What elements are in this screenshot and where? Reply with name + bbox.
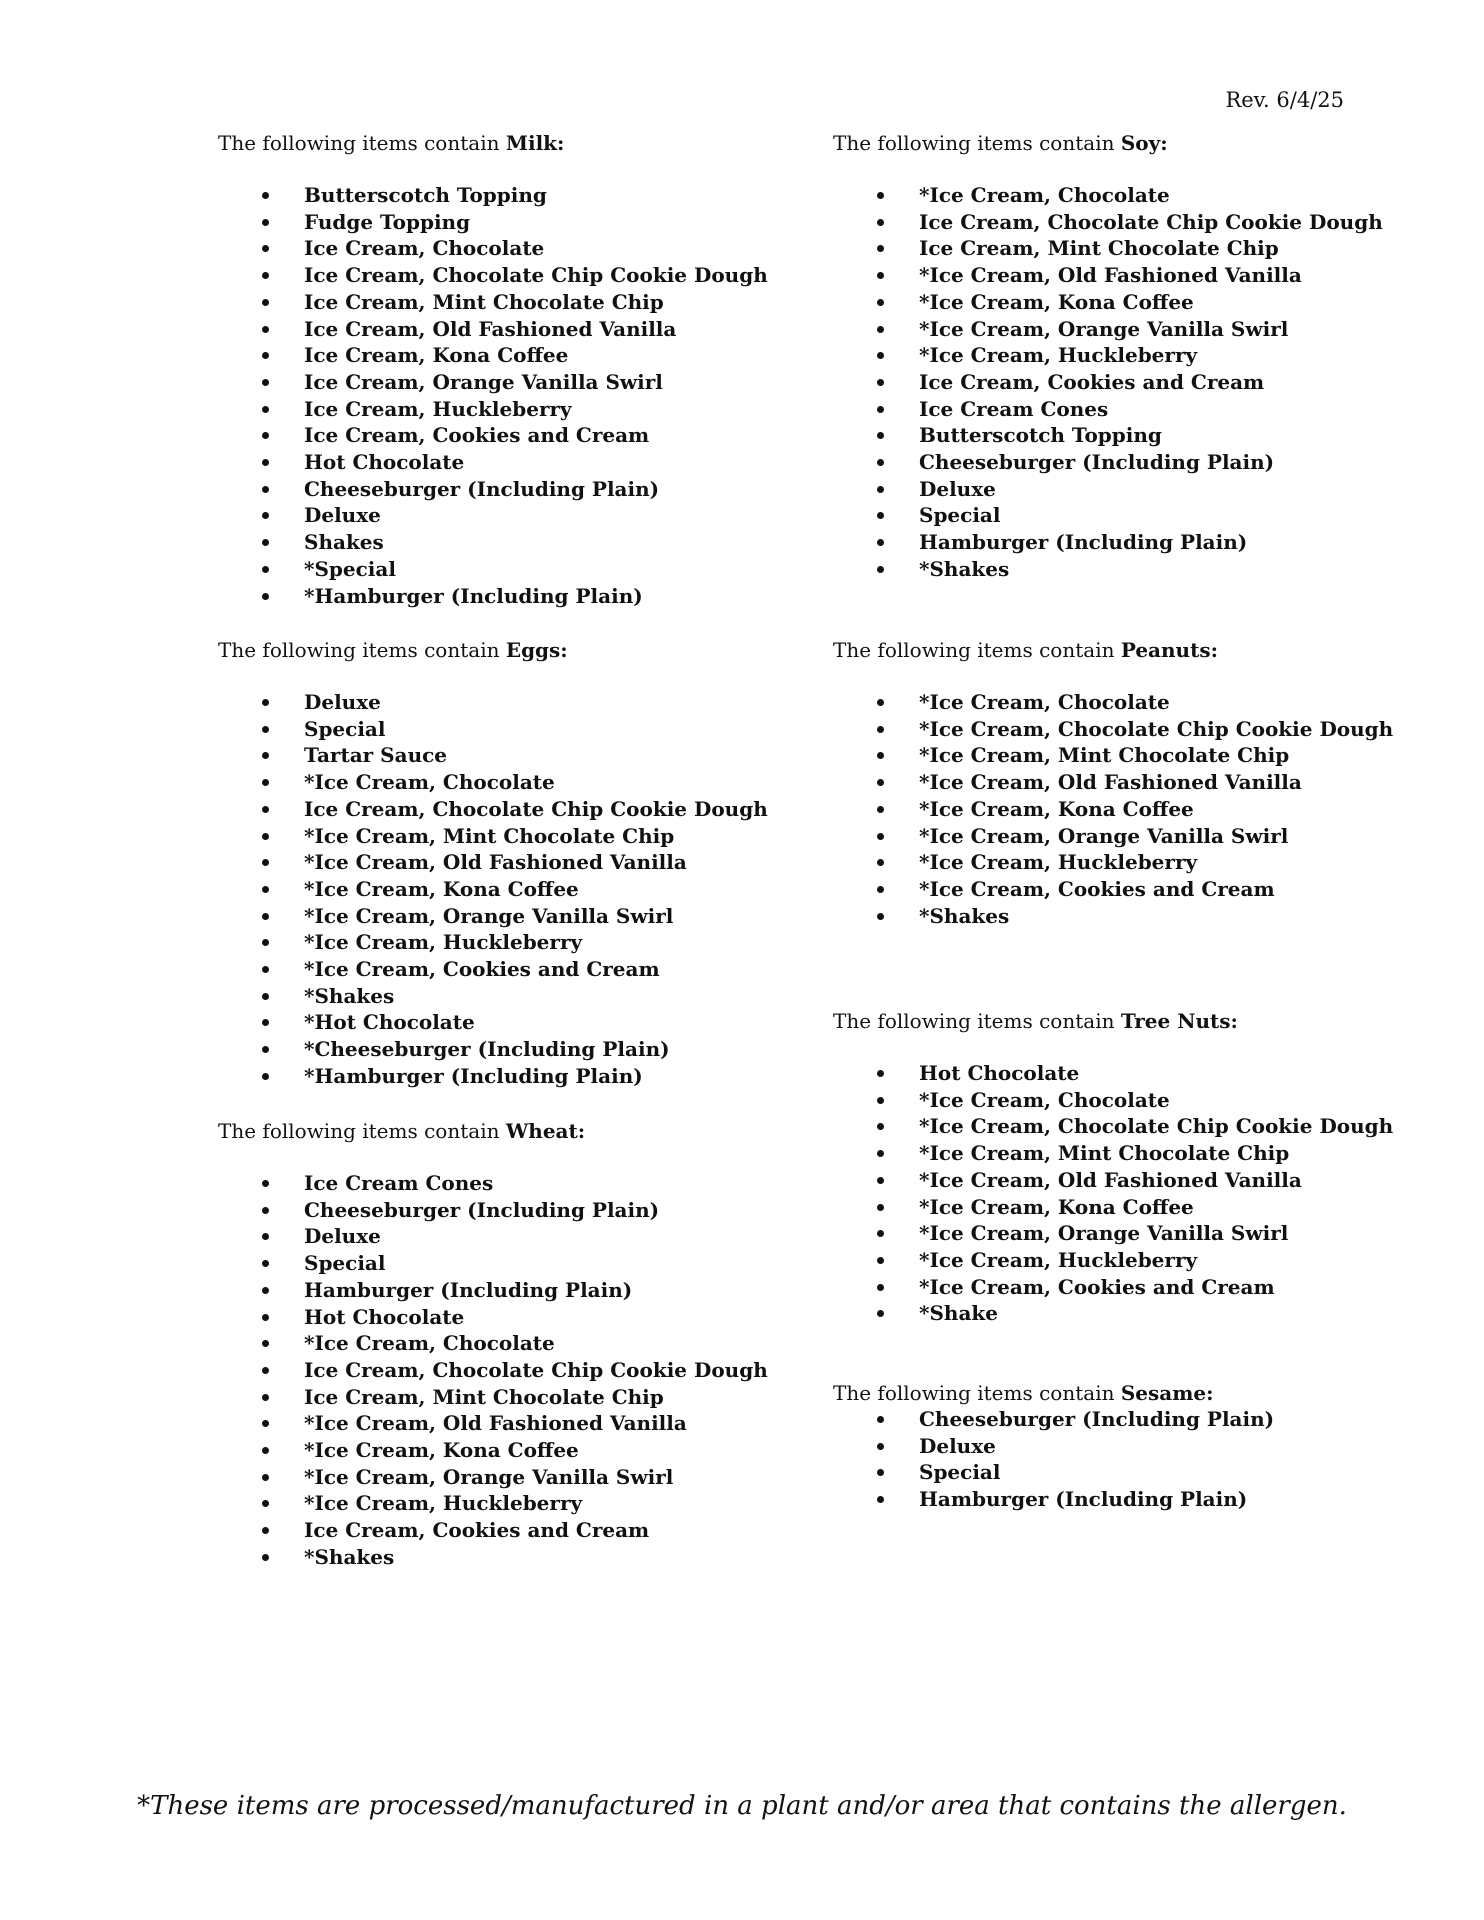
item-label: *Ice Cream, Kona Coffee — [304, 876, 579, 901]
list-item — [833, 1433, 1433, 1460]
bullet-icon — [262, 1420, 269, 1427]
bullet-icon — [877, 833, 884, 840]
section-sesame — [833, 1380, 1433, 1513]
section-wheat — [218, 1118, 818, 1571]
bullet-icon — [262, 459, 269, 466]
bullet-icon — [262, 272, 269, 279]
bullet-icon — [262, 1233, 269, 1240]
list-item — [218, 1170, 818, 1197]
item-label: *Shakes — [919, 556, 1010, 581]
list-item — [833, 396, 1433, 423]
item-label: Ice Cream, Mint Chocolate Chip — [304, 1384, 664, 1409]
allergen-name: Wheat: — [505, 1119, 586, 1143]
item-label: *Ice Cream, Orange Vanilla Swirl — [304, 903, 674, 928]
item-label: *Hamburger (Including Plain) — [304, 1063, 643, 1088]
item-label: Cheeseburger (Including Plain) — [919, 450, 1275, 475]
list-item — [218, 903, 818, 930]
item-label: *Ice Cream, Mint Chocolate Chip — [919, 1141, 1290, 1166]
list-item — [218, 529, 818, 556]
bullet-icon — [877, 219, 884, 226]
list-item — [218, 1197, 818, 1224]
bullet-icon — [262, 913, 269, 920]
list-item — [833, 476, 1433, 503]
bullet-icon — [877, 1150, 884, 1157]
list-item — [218, 769, 818, 796]
item-label: Ice Cream, Orange Vanilla Swirl — [304, 369, 663, 394]
bullet-icon — [262, 1073, 269, 1080]
bullet-icon — [262, 1287, 269, 1294]
bullet-icon — [877, 1230, 884, 1237]
bullet-icon — [262, 1394, 269, 1401]
bullet-icon — [877, 752, 884, 759]
list-item — [218, 316, 818, 343]
section-heading — [833, 130, 1433, 156]
bullet-icon — [877, 1204, 884, 1211]
item-label: Special — [304, 716, 386, 741]
list-item — [833, 422, 1433, 449]
bullet-icon — [877, 512, 884, 519]
item-label: *Ice Cream, Huckleberry — [919, 343, 1198, 368]
bullet-icon — [262, 1314, 269, 1321]
list-item — [833, 182, 1433, 209]
item-label: Ice Cream, Chocolate Chip Cookie Dough — [919, 209, 1383, 234]
item-label: Ice Cream, Kona Coffee — [304, 343, 569, 368]
section-heading — [833, 1008, 1433, 1034]
list-item — [218, 1490, 818, 1517]
item-label: *Ice Cream, Kona Coffee — [919, 796, 1194, 821]
section-heading — [218, 130, 818, 156]
list-item — [833, 1300, 1433, 1327]
bullet-icon — [262, 833, 269, 840]
item-label: Ice Cream, Chocolate Chip Cookie Dough — [304, 1357, 768, 1382]
list-item — [833, 1140, 1433, 1167]
footnote: *These items are processed/manufactured in a plant and/or area that contains the allergen. — [137, 1791, 1347, 1821]
item-label: Cheeseburger (Including Plain) — [304, 1197, 660, 1222]
list-item — [218, 1330, 818, 1357]
bullet-icon — [262, 1447, 269, 1454]
list-item — [833, 342, 1433, 369]
item-label: *Ice Cream, Mint Chocolate Chip — [304, 823, 675, 848]
item-label: *Hot Chocolate — [304, 1010, 475, 1035]
list-item — [833, 556, 1433, 583]
section-soy — [833, 130, 1433, 583]
bullet-icon — [877, 1097, 884, 1104]
bullet-icon — [262, 245, 269, 252]
allergen-name: Eggs: — [505, 638, 568, 662]
item-label: Ice Cream, Chocolate Chip Cookie Dough — [304, 263, 768, 288]
bullet-icon — [262, 566, 269, 573]
list-item — [218, 1544, 818, 1571]
bullet-icon — [262, 1180, 269, 1187]
item-list — [218, 182, 818, 609]
item-list — [833, 689, 1433, 929]
section-heading — [218, 1118, 818, 1144]
list-item — [833, 1113, 1433, 1140]
item-label: Hamburger (Including Plain) — [919, 1487, 1248, 1512]
list-item — [218, 689, 818, 716]
bullet-icon — [262, 779, 269, 786]
item-list — [833, 1060, 1433, 1327]
item-label: Ice Cream, Chocolate Chip Cookie Dough — [304, 796, 768, 821]
bullet-icon — [877, 1177, 884, 1184]
list-item — [218, 342, 818, 369]
list-item — [833, 1194, 1433, 1221]
bullet-icon — [262, 886, 269, 893]
list-item — [218, 1517, 818, 1544]
list-item — [833, 449, 1433, 476]
item-label: *Ice Cream, Orange Vanilla Swirl — [919, 316, 1289, 341]
bullet-icon — [262, 539, 269, 546]
bullet-icon — [877, 352, 884, 359]
item-label: Ice Cream Cones — [304, 1171, 494, 1195]
bullet-icon — [262, 1554, 269, 1561]
item-label: Ice Cream, Old Fashioned Vanilla — [304, 316, 677, 341]
bullet-icon — [877, 432, 884, 439]
item-label: *Shakes — [919, 903, 1010, 928]
item-label: *Ice Cream, Chocolate — [304, 1331, 555, 1356]
list-item — [218, 235, 818, 262]
bullet-icon — [262, 219, 269, 226]
bullet-icon — [877, 1070, 884, 1077]
list-item — [218, 796, 818, 823]
item-label: Ice Cream, Chocolate — [304, 236, 545, 261]
list-item — [218, 502, 818, 529]
list-item — [218, 1223, 818, 1250]
list-item — [218, 1009, 818, 1036]
heading-prefix: The following items contain — [833, 1009, 1115, 1033]
item-list — [218, 1170, 818, 1571]
item-label: Hot Chocolate — [919, 1061, 1080, 1085]
list-item — [218, 476, 818, 503]
item-label: Cheeseburger (Including Plain) — [304, 476, 660, 501]
list-item — [218, 1277, 818, 1304]
item-label: *Ice Cream, Kona Coffee — [919, 1194, 1194, 1219]
list-item — [833, 1406, 1433, 1433]
heading-prefix: The following items contain — [833, 131, 1115, 155]
bullet-icon — [877, 539, 884, 546]
list-item — [833, 689, 1433, 716]
section-heading — [833, 637, 1433, 663]
list-item — [833, 769, 1433, 796]
section-heading — [218, 637, 818, 663]
item-label: *Ice Cream, Mint Chocolate Chip — [919, 743, 1290, 768]
bullet-icon — [262, 1474, 269, 1481]
item-label: *Hamburger (Including Plain) — [304, 583, 643, 608]
item-label: *Ice Cream, Cookies and Cream — [919, 876, 1275, 901]
heading-prefix: The following items contain — [218, 638, 500, 662]
list-item — [833, 876, 1433, 903]
bullet-icon — [877, 1123, 884, 1130]
bullet-icon — [877, 1469, 884, 1476]
section-tree-nuts — [833, 1008, 1433, 1327]
item-label: *Shakes — [304, 983, 395, 1008]
item-label: *Ice Cream, Chocolate — [919, 183, 1170, 207]
list-item — [218, 556, 818, 583]
list-item — [833, 369, 1433, 396]
item-label: *Ice Cream, Old Fashioned Vanilla — [919, 263, 1302, 288]
list-item — [833, 1167, 1433, 1194]
item-label: Deluxe — [919, 1433, 996, 1458]
bullet-icon — [262, 1019, 269, 1026]
allergen-name: Sesame: — [1120, 1381, 1214, 1405]
list-item — [218, 956, 818, 983]
list-item — [218, 583, 818, 610]
list-item — [833, 716, 1433, 743]
revision-date: Rev. 6/4/25 — [1225, 88, 1344, 112]
list-item — [833, 289, 1433, 316]
list-item — [218, 289, 818, 316]
item-label: *Ice Cream, Old Fashioned Vanilla — [304, 1411, 687, 1436]
bullet-icon — [877, 245, 884, 252]
bullet-icon — [877, 272, 884, 279]
list-item — [218, 716, 818, 743]
bullet-icon — [262, 1527, 269, 1534]
heading-prefix: The following items contain — [218, 131, 500, 155]
bullet-icon — [262, 299, 269, 306]
list-item — [218, 182, 818, 209]
item-label: *Ice Cream, Huckleberry — [304, 930, 583, 955]
bullet-icon — [262, 326, 269, 333]
bullet-icon — [262, 432, 269, 439]
bullet-icon — [262, 699, 269, 706]
list-item — [218, 422, 818, 449]
list-item — [833, 849, 1433, 876]
bullet-icon — [877, 1284, 884, 1291]
list-item — [218, 209, 818, 236]
bullet-icon — [877, 1443, 884, 1450]
bullet-icon — [262, 593, 269, 600]
item-label: *Ice Cream, Kona Coffee — [919, 289, 1194, 314]
bullet-icon — [262, 1500, 269, 1507]
list-item — [833, 742, 1433, 769]
item-label: Tartar Sauce — [304, 743, 448, 768]
item-label: Fudge Topping — [304, 209, 471, 234]
list-item — [833, 1274, 1433, 1301]
section-eggs — [218, 637, 818, 1090]
bullet-icon — [262, 406, 269, 413]
bullet-icon — [262, 486, 269, 493]
bullet-icon — [262, 1046, 269, 1053]
item-label: Butterscotch Topping — [304, 183, 547, 207]
list-item — [833, 1087, 1433, 1114]
list-item — [833, 1459, 1433, 1486]
list-item — [218, 1384, 818, 1411]
bullet-icon — [877, 726, 884, 733]
list-item — [833, 235, 1433, 262]
item-label: *Ice Cream, Kona Coffee — [304, 1438, 579, 1463]
item-label: Butterscotch Topping — [919, 423, 1162, 448]
list-item — [218, 1357, 818, 1384]
list-item — [218, 449, 818, 476]
bullet-icon — [262, 966, 269, 973]
list-item — [218, 823, 818, 850]
item-label: *Ice Cream, Old Fashioned Vanilla — [919, 770, 1302, 795]
bullet-icon — [262, 993, 269, 1000]
item-label: Cheeseburger (Including Plain) — [919, 1407, 1275, 1431]
allergen-name: Soy: — [1120, 131, 1168, 155]
item-label: Hamburger (Including Plain) — [919, 530, 1248, 555]
bullet-icon — [262, 1367, 269, 1374]
item-label: *Ice Cream, Chocolate — [919, 1087, 1170, 1112]
item-label: Ice Cream, Cookies and Cream — [919, 369, 1265, 394]
bullet-icon — [877, 299, 884, 306]
bullet-icon — [877, 326, 884, 333]
item-label: *Ice Cream, Huckleberry — [304, 1491, 583, 1516]
item-label: Ice Cream, Mint Chocolate Chip — [919, 236, 1279, 261]
heading-prefix: The following items contain — [218, 1119, 500, 1143]
item-label: Ice Cream, Mint Chocolate Chip — [304, 289, 664, 314]
item-label: *Ice Cream, Chocolate Chip Cookie Dough — [919, 1114, 1394, 1139]
item-label: Deluxe — [304, 503, 381, 528]
list-item — [218, 1304, 818, 1331]
bullet-icon — [262, 806, 269, 813]
list-item — [218, 1036, 818, 1063]
bullet-icon — [262, 726, 269, 733]
item-label: Deluxe — [919, 476, 996, 501]
item-label: Ice Cream, Cookies and Cream — [304, 423, 650, 448]
list-item — [218, 849, 818, 876]
list-item — [218, 396, 818, 423]
bullet-icon — [877, 1310, 884, 1317]
list-item — [833, 1486, 1433, 1513]
list-item — [218, 1464, 818, 1491]
item-list — [833, 1406, 1433, 1513]
bullet-icon — [877, 192, 884, 199]
section-milk — [218, 130, 818, 609]
bullet-icon — [262, 192, 269, 199]
bullet-icon — [262, 752, 269, 759]
item-label: *Ice Cream, Chocolate — [304, 770, 555, 795]
item-label: Deluxe — [304, 1224, 381, 1249]
list-item — [218, 1437, 818, 1464]
bullet-icon — [877, 379, 884, 386]
item-label: Special — [304, 1251, 386, 1276]
bullet-icon — [877, 699, 884, 706]
bullet-icon — [262, 379, 269, 386]
item-label: Shakes — [304, 530, 384, 555]
item-label: *Ice Cream, Orange Vanilla Swirl — [304, 1464, 674, 1489]
list-item — [218, 742, 818, 769]
section-heading — [833, 1380, 1433, 1406]
item-list — [833, 182, 1433, 583]
item-label: Hamburger (Including Plain) — [304, 1277, 633, 1302]
bullet-icon — [262, 352, 269, 359]
bullet-icon — [262, 512, 269, 519]
item-label: *Ice Cream, Old Fashioned Vanilla — [304, 850, 687, 875]
list-item — [833, 209, 1433, 236]
item-label: *Ice Cream, Chocolate — [919, 690, 1170, 714]
bullet-icon — [262, 1260, 269, 1267]
item-label: *Shakes — [304, 1544, 395, 1569]
item-label: Special — [919, 503, 1001, 528]
list-item — [833, 823, 1433, 850]
item-label: *Ice Cream, Orange Vanilla Swirl — [919, 1221, 1289, 1246]
item-label: Special — [919, 1460, 1001, 1485]
item-label: Deluxe — [304, 690, 381, 714]
bullet-icon — [877, 1257, 884, 1264]
list-item — [833, 316, 1433, 343]
list-item — [218, 929, 818, 956]
list-item — [218, 983, 818, 1010]
item-label: Ice Cream, Huckleberry — [304, 396, 572, 421]
allergen-name: Milk: — [505, 131, 565, 155]
list-item — [218, 876, 818, 903]
heading-prefix: The following items contain — [833, 1381, 1115, 1405]
bullet-icon — [262, 1340, 269, 1347]
list-item — [833, 1220, 1433, 1247]
item-label: *Special — [304, 556, 396, 581]
list-item — [833, 529, 1433, 556]
section-peanuts — [833, 637, 1433, 929]
item-label: *Ice Cream, Huckleberry — [919, 850, 1198, 875]
item-label: *Ice Cream, Orange Vanilla Swirl — [919, 823, 1289, 848]
item-label: *Ice Cream, Cookies and Cream — [304, 957, 660, 982]
bullet-icon — [877, 486, 884, 493]
item-label: *Ice Cream, Cookies and Cream — [919, 1274, 1275, 1299]
bullet-icon — [877, 779, 884, 786]
list-item — [218, 369, 818, 396]
bullet-icon — [877, 566, 884, 573]
item-label: *Ice Cream, Huckleberry — [919, 1247, 1198, 1272]
item-label: Ice Cream Cones — [919, 396, 1109, 421]
bullet-icon — [877, 1416, 884, 1423]
item-label: *Ice Cream, Old Fashioned Vanilla — [919, 1167, 1302, 1192]
bullet-icon — [262, 1207, 269, 1214]
item-label: *Cheeseburger (Including Plain) — [304, 1037, 670, 1062]
item-label: *Ice Cream, Chocolate Chip Cookie Dough — [919, 716, 1394, 741]
bullet-icon — [877, 406, 884, 413]
item-label: *Shake — [919, 1301, 998, 1326]
bullet-icon — [877, 886, 884, 893]
allergen-name: Peanuts: — [1120, 638, 1218, 662]
allergen-name: Tree Nuts: — [1120, 1009, 1238, 1033]
list-item — [833, 262, 1433, 289]
list-item — [833, 502, 1433, 529]
item-label: Ice Cream, Cookies and Cream — [304, 1518, 650, 1543]
list-item — [218, 1063, 818, 1090]
list-item — [833, 796, 1433, 823]
list-item — [218, 1250, 818, 1277]
list-item — [218, 1410, 818, 1437]
bullet-icon — [262, 859, 269, 866]
list-item — [833, 903, 1433, 930]
list-item — [218, 262, 818, 289]
bullet-icon — [877, 1496, 884, 1503]
heading-prefix: The following items contain — [833, 638, 1115, 662]
bullet-icon — [877, 806, 884, 813]
item-label: Hot Chocolate — [304, 450, 465, 475]
bullet-icon — [262, 939, 269, 946]
item-list — [218, 689, 818, 1090]
bullet-icon — [877, 913, 884, 920]
list-item — [833, 1060, 1433, 1087]
list-item — [833, 1247, 1433, 1274]
bullet-icon — [877, 859, 884, 866]
item-label: Hot Chocolate — [304, 1304, 465, 1329]
bullet-icon — [877, 459, 884, 466]
